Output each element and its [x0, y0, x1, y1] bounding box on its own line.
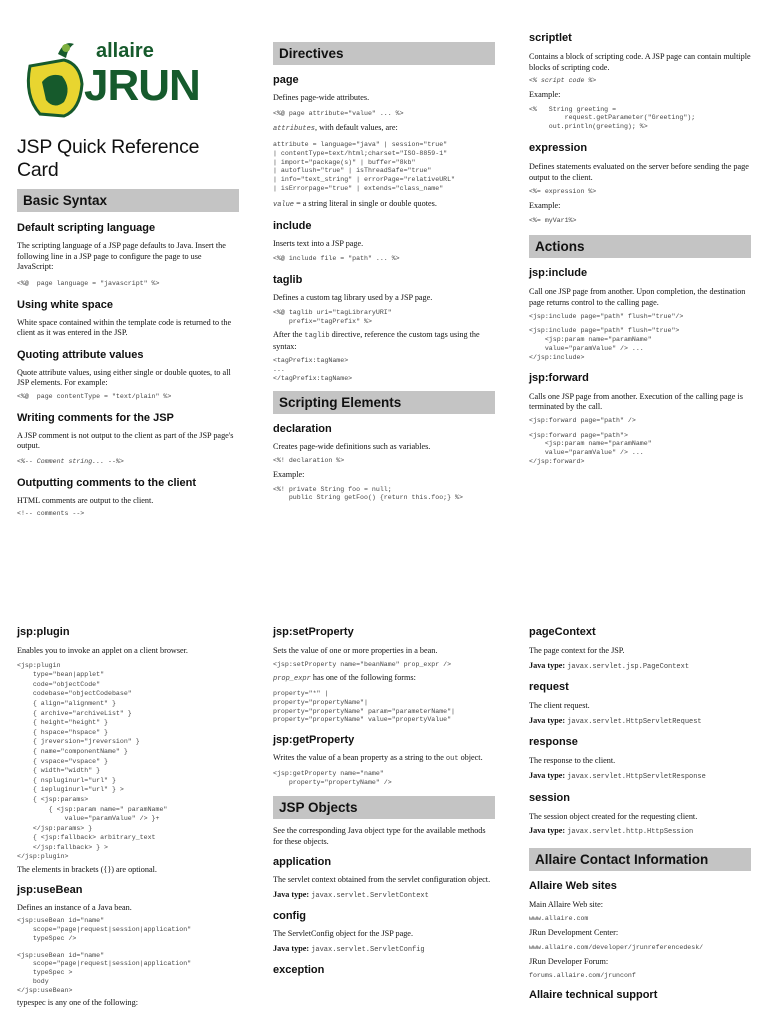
heading-jsp-getproperty: jsp:getProperty — [273, 734, 355, 747]
type-request — [529, 716, 751, 728]
taglib-after-b: directive, reference the custom tags using the syntax: — [273, 329, 480, 351]
text-response: The response to the client. — [529, 756, 616, 766]
code-expression: <%= expression %> — [529, 188, 597, 196]
heading-default-scripting: Default scripting language — [17, 222, 156, 234]
code-scriptlet-example: <% String greeting = request.getParameter("Greeting"); out.println(greeting); %> — [529, 105, 696, 131]
heading-web-sites: Allaire Web sites — [529, 879, 617, 892]
java-type-label: Java type: — [529, 826, 566, 836]
page-attr-line: | info="text_string" | errorPage="relativeURL" — [273, 176, 456, 184]
code-usebean-body: <jsp:useBean id="name" scope="page|request|session|application" typeSpec > body </jsp:useBean> — [17, 951, 192, 994]
logo-brand: allaire — [96, 40, 154, 62]
java-type-value: javax.servlet.HttpServletRequest — [567, 717, 702, 726]
heading-jsp-plugin: jsp:plugin — [17, 626, 70, 638]
type-application — [273, 890, 495, 902]
code-jsp-forward: <jsp:forward page="path" /> — [529, 416, 636, 424]
java-type-label: Java type: — [529, 660, 566, 670]
java-type-label: Java type: — [273, 944, 310, 954]
page-attribute-list — [273, 141, 495, 194]
text-value-literal — [273, 199, 495, 211]
code-output-comments: <!-- comments --> — [17, 510, 85, 518]
label-dev-center: JRun Development Center: — [529, 928, 619, 938]
heading-include: include — [273, 220, 312, 233]
heading-quoting: Quoting attribute values — [17, 348, 144, 361]
java-type-label: Java type: — [529, 715, 566, 725]
heading-pagecontext: pageContext — [529, 626, 596, 638]
heading-jsp-include: jsp:include — [529, 267, 588, 280]
link-dev-forum[interactable]: forums.allaire.com/jrunconf — [529, 972, 636, 980]
heading-page: page — [273, 74, 299, 86]
type-pagecontext — [529, 661, 751, 673]
code-default-scripting: <%@ page language = "javascript" %> — [17, 279, 160, 287]
java-type-label: Java type: — [273, 890, 310, 900]
getp-code: out — [445, 755, 459, 764]
code-taglib: <%@ taglib uri="tagLibraryURI" prefix="tagPrefix" %> — [273, 309, 392, 326]
java-type-label: Java type: — [529, 770, 566, 780]
page-attr-line: | autoflush="true" | isThreadSafe="true" — [273, 167, 432, 175]
page-attr-rest: , with default values, are: — [315, 123, 398, 133]
java-type-value: javax.servlet.http.HttpSession — [567, 828, 694, 837]
link-main-site[interactable]: www.allaire.com — [529, 915, 589, 923]
code-usebean-empty: <jsp:useBean id="name" scope="page|request|session|application" typeSpec /> — [17, 917, 192, 942]
text-request: The client request. — [529, 701, 590, 711]
column-plugin-usebean — [17, 626, 239, 1008]
text-writing-comments: A JSP comment is not output to the client as part of the JSP page's output. — [17, 430, 234, 451]
text-taglib-after — [273, 330, 495, 352]
page-attr-line: | isErrorpage="true" | extends="class_name" — [273, 184, 444, 192]
code-jsp-getproperty: <jsp:getProperty name="name" property="propertyName" /> — [273, 769, 392, 786]
heading-writing-comments: Writing comments for the JSP — [17, 411, 174, 424]
text-jsp-setproperty: Sets the value of one or more properties in a bean. — [273, 646, 438, 655]
text-include: Inserts text into a JSP page. — [273, 239, 364, 249]
heading-declaration: declaration — [273, 422, 332, 435]
page-attr-word: attributes — [273, 125, 316, 134]
text-default-scripting: The scripting language of a JSP page defaults to Java. Insert the following line in a JSP page to configure the page to use JavaScript: — [17, 241, 226, 272]
heading-application: application — [273, 855, 332, 868]
heading-response: response — [529, 736, 578, 749]
label-main-site: Main Allaire Web site: — [529, 899, 603, 909]
text-prop-expr — [273, 673, 495, 685]
heading-expression: expression — [529, 141, 588, 154]
text-page-attributes — [273, 123, 495, 135]
text-plugin-note: The elements in brackets ({}) are optional. — [17, 865, 157, 875]
text-session: The session object created for the requesting client. — [529, 811, 698, 821]
heading-jsp-usebean: jsp:useBean — [17, 883, 83, 896]
text-quoting: Quote attribute values, using either single or double quotes, to all JSP elements. For example: — [17, 367, 231, 388]
code-declaration-example: <%! private String foo = null; public String getFoo() {return this.foo;} %> — [273, 485, 463, 502]
heading-white-space: Using white space — [17, 298, 113, 311]
code-page: <%@ page attribute="value" ... %> — [273, 109, 404, 117]
heading-jsp-setproperty: jsp:setProperty — [273, 626, 354, 638]
prop-expr-word: prop_expr — [273, 675, 311, 684]
column-directives — [273, 42, 495, 503]
prop-expr-rest: has one of the following forms: — [310, 673, 416, 683]
code-include: <%@ include file = "path" ... %> — [273, 254, 400, 262]
code-prop-forms: property="*" | property="propertyName"| property="propertyName" param="parameterName"| property="propertyName" value="propertyValue" — [273, 689, 456, 724]
column-objects-contact — [529, 626, 751, 1001]
section-header-actions: Actions — [529, 235, 751, 258]
text-white-space: White space contained within the template code is returned to the client as it was entered in the JSP. — [17, 317, 232, 338]
heading-jsp-forward: jsp:forward — [529, 371, 589, 384]
label-dev-forum: JRun Developer Forum: — [529, 956, 609, 966]
label-example: Example: — [273, 469, 305, 479]
code-writing-comments: <%-- Comment string... --%> — [17, 457, 124, 465]
section-header-directives: Directives — [273, 42, 495, 65]
text-application: The servlet context obtained from the servlet configuration object. — [273, 874, 491, 884]
heading-output-comments: Outputting comments to the client — [17, 476, 197, 489]
code-quoting: <%@ page contentType = "text/plain" %> — [17, 392, 172, 400]
text-jsp-include: Call one JSP page from another. Upon completion, the destination page returns control to the calling page. — [529, 287, 746, 307]
page-title: JSP Quick Reference Card — [17, 136, 200, 181]
value-word: value — [273, 200, 295, 209]
text-taglib: Defines a custom tag library used by a JSP page. — [273, 292, 433, 302]
section-header-jsp-objects: JSP Objects — [273, 796, 495, 819]
text-jsp-forward: Calls one JSP page from another. Execution of the calling page is terminated by the call. — [529, 391, 743, 412]
code-scriptlet: <% script code %> — [529, 77, 597, 85]
column-basic-syntax — [17, 136, 239, 519]
code-jsp-setproperty: <jsp:setProperty name="beanName" prop_expr /> — [273, 660, 452, 668]
text-jsp-getproperty — [273, 753, 495, 765]
code-jsp-include-params: <jsp:include page="path" flush="true"> <jsp:param name="paramName" value="paramValue" /> ... </jsp:include> — [529, 327, 680, 361]
heading-taglib: taglib — [273, 273, 303, 286]
java-type-value: javax.servlet.HttpServletResponse — [567, 772, 706, 781]
java-type-value: javax.servlet.jsp.PageContext — [567, 662, 690, 671]
text-pagecontext: The page context for the JSP. — [529, 646, 625, 655]
getp-text-b: object. — [458, 753, 483, 763]
link-dev-center[interactable]: www.allaire.com/developer/jrunreferencedesk/ — [529, 943, 704, 951]
type-response — [529, 771, 751, 783]
code-expression-example: <%= myVar1%> — [529, 216, 577, 224]
page-attr-line: | contentType=text/html;charset="ISO-8859-1" — [273, 149, 448, 157]
type-session — [529, 826, 751, 838]
java-type-value: javax.servlet.ServletConfig — [311, 946, 425, 955]
section-header-contact: Allaire Contact Information — [529, 848, 751, 871]
label-example: Example: — [529, 89, 561, 99]
label-example: Example: — [529, 200, 561, 210]
text-declaration: Creates page-wide definitions such as variables. — [273, 441, 431, 451]
section-header-scripting-elements: Scripting Elements — [273, 391, 495, 414]
logo-product: JRUN — [84, 61, 200, 110]
column-properties-objects — [273, 626, 495, 976]
heading-tech-support: Allaire technical support — [529, 988, 658, 1001]
code-jsp-include: <jsp:include page="path" flush="true"/> — [529, 312, 684, 320]
text-jsp-usebean: Defines an instance of a Java bean. — [17, 902, 132, 912]
text-page: Defines page-wide attributes. — [273, 93, 370, 102]
taglib-after-a: After the — [273, 329, 305, 339]
heading-request: request — [529, 681, 569, 694]
text-jsp-plugin: Enables you to invoke an applet on a client browser. — [17, 646, 188, 655]
allaire-jrun-logo — [20, 36, 200, 120]
code-taglib-syntax: <tagPrefix:tagName> ... </tagPrefix:tagName> — [273, 357, 353, 382]
taglib-after-code: taglib — [304, 331, 330, 340]
code-jsp-plugin: <jsp:plugin type="bean|applet" code="objectCode" codebase="objectCodebase" { align="alignment" } { archive="archiveList" } { height="height" } { hspace="hspace" } { jreversion="jreversion" } { name="componentName" } { vspace="vspace" } { width="width" } { nspluginurl="url" } { iepluginurl="url" } > { <jsp:params> { <jsp:param name=" paramName" value="paramValue" /> }+ </jsp:params> } { <jsp:fallback> arbitrary_text </jsp:fallback> } > </jsp:plugin> — [17, 661, 168, 861]
page-attr-line: attribute = language="java" | session="true" — [273, 140, 448, 148]
text-typespec: typespec is any one of the following: — [17, 997, 138, 1007]
heading-config: config — [273, 909, 306, 922]
heading-scriptlet: scriptlet — [529, 32, 572, 44]
value-rest: = a string literal in single or double quotes. — [294, 198, 437, 208]
text-expression: Defines statements evaluated on the server before sending the page output to the client. — [529, 161, 749, 182]
section-header-basic-syntax: Basic Syntax — [17, 189, 239, 212]
text-jsp-objects: See the corresponding Java object type for the available methods for these objects. — [273, 826, 486, 846]
type-config — [273, 944, 495, 956]
text-scriptlet: Contains a block of scripting code. A JSP page can contain multiple blocks of scripting code. — [529, 52, 751, 72]
heading-session: session — [529, 791, 570, 804]
page-attr-line: | import="package(s)" | buffer="8kb" — [273, 158, 416, 166]
code-jsp-forward-params: <jsp:forward page="path"> <jsp:param name="paramName" value="paramValue" /> ... </jsp:forward> — [529, 431, 652, 465]
text-output-comments: HTML comments are output to the client. — [17, 495, 154, 505]
heading-exception: exception — [273, 963, 325, 976]
java-type-value: javax.servlet.ServletContext — [311, 892, 429, 901]
column-scriptlet-actions — [529, 32, 751, 467]
code-declaration: <%! declaration %> — [273, 457, 345, 465]
getp-text-a: Writes the value of a bean property as a string to the — [273, 753, 446, 763]
text-config: The ServletConfig object for the JSP page. — [273, 928, 413, 938]
